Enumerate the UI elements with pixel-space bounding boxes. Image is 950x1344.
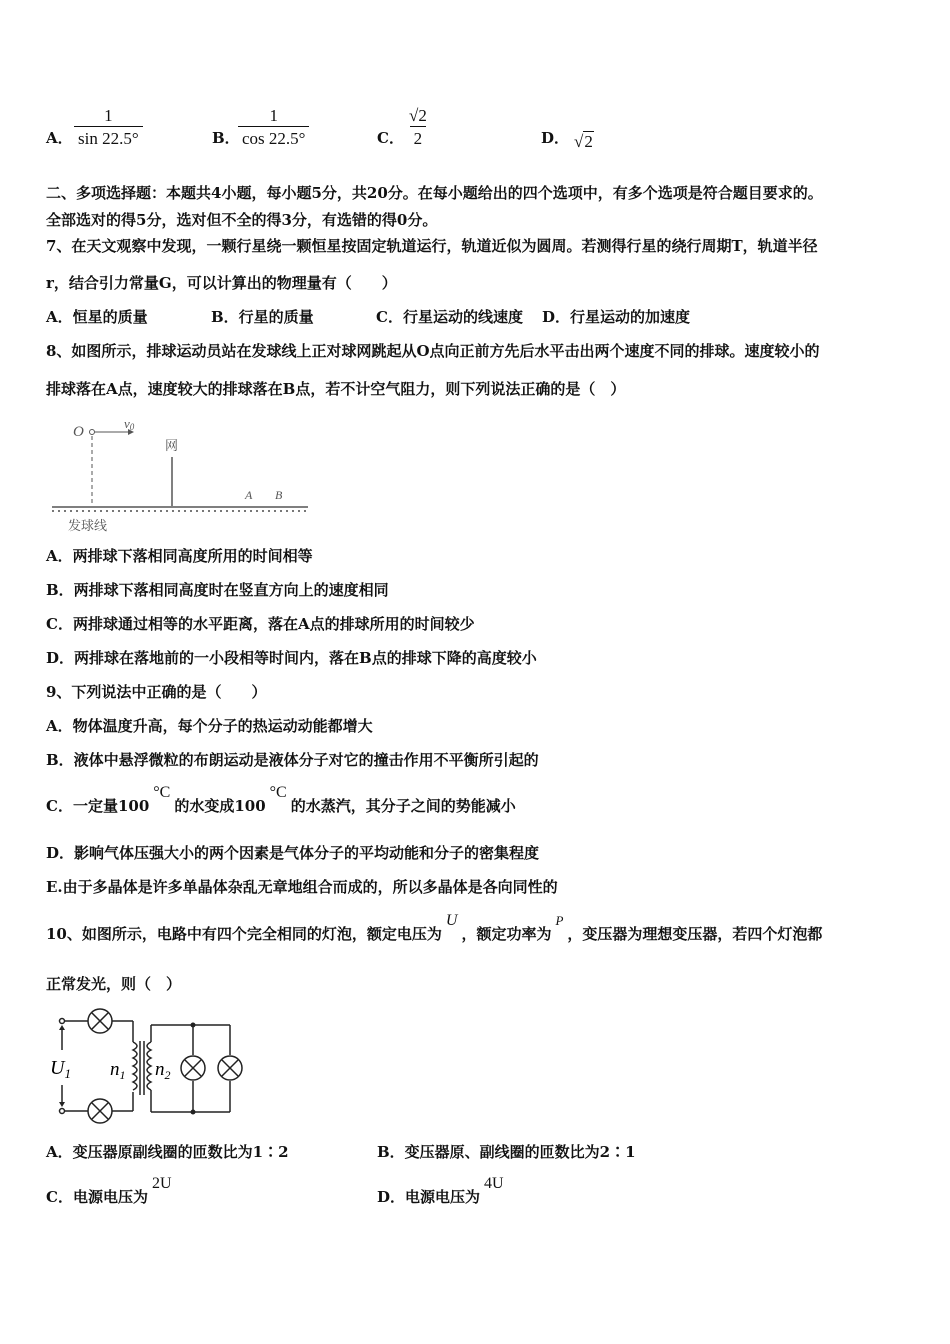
q9-option-a: A．物体温度升高，每个分子的热运动动能都增大 (46, 717, 373, 735)
q8-option-a: A．两排球下落相同高度所用的时间相等 (46, 547, 313, 565)
denominator: cos 22.5° (238, 126, 309, 149)
v0-label: v0 (124, 416, 135, 432)
radical-sign: √ (574, 132, 584, 151)
q8-option-c: C．两排球通过相等的水平距离，落在A点的排球所用的时间较少 (46, 615, 475, 633)
q10-stem-line1 (46, 912, 823, 945)
lamp-icon (88, 1009, 112, 1033)
text: C．一定量100 (46, 797, 150, 815)
n2-label: $n_2$ (155, 1059, 171, 1082)
q9-option-b: B．液体中悬浮微粒的布朗运动是液体分子对它的撞击作用不平衡所引起的 (46, 751, 539, 769)
voltage-value: 4U (484, 1175, 504, 1192)
voltage-value: 2U (151, 1175, 172, 1192)
q7-option-a: A．恒星的质量 (46, 308, 148, 326)
numerator: 1 (269, 106, 278, 125)
section2-instructions-line1: 二、多项选择题：本题共4小题，每小题5分，共20分。在每小题给出的四个选项中，有多个选项是符合题目要求的。 (46, 184, 823, 202)
radicand: 2 (584, 132, 593, 151)
q7-option-c: C．行星运动的线速度 (376, 308, 523, 326)
q9-stem: 9、下列说法中正确的是（ ） (46, 683, 267, 701)
q10-option-d (377, 1175, 508, 1208)
q6-option-b-label: B． (212, 129, 240, 147)
lamp-icon (88, 1099, 112, 1123)
denominator: sin 22.5° (74, 126, 143, 149)
q9-option-c (46, 784, 516, 817)
q8-option-b: B．两排球下落相同高度时在竖直方向上的速度相同 (46, 581, 389, 599)
text: C．电源电压为 (46, 1188, 148, 1206)
secondary-coil (147, 1042, 151, 1090)
point-b-label: B (275, 488, 283, 502)
power-symbol: P (555, 913, 564, 928)
primary-coil (133, 1042, 137, 1090)
q6-option-c-fraction (405, 106, 431, 149)
degree-celsius: °C (269, 784, 287, 801)
q6-option-a-label: A． (46, 129, 73, 147)
q7-option-d: D．行星运动的加速度 (542, 308, 691, 326)
text: ，额定功率为 (461, 925, 552, 943)
denominator: 2 (410, 126, 427, 149)
q10-option-a: A．变压器原副线圈的匝数比为1∶2 (46, 1143, 289, 1161)
degree-celsius: °C (153, 784, 171, 801)
terminal-top (60, 1019, 65, 1024)
point-o-marker (90, 430, 95, 435)
q6-option-d-sqrt (574, 132, 594, 152)
voltage-symbol: U (445, 912, 458, 929)
text: ，变压器为理想变压器，若四个灯泡都 (567, 925, 823, 943)
u1-label: $U_1$ (50, 1057, 71, 1081)
transformer-circuit-figure (40, 1005, 260, 1130)
q8-stem-line1: 8、如图所示，排球运动员站在发球线上正对球网跳起从O点向正前方先后水平击出两个速度不同的排球。速度较小的 (46, 342, 820, 360)
section2-instructions-line2: 全部选对的得5分，选对但不全的得3分，有选错的得0分。 (46, 211, 438, 229)
q7-stem-line1: 7、在天文观察中发现，一颗行星绕一颗恒星按固定轨道运行，轨道近似为圆周。若测得行星的绕行周期T，轨道半径 (46, 237, 818, 255)
text: 的水蒸汽，其分子之间的势能减小 (290, 797, 516, 815)
q9-option-e: E.由于多晶体是许多单晶体杂乱无章地组合而成的，所以多晶体是各向同性的 (46, 878, 558, 896)
text: 10、如图所示，电路中有四个完全相同的灯泡，额定电压为 (46, 925, 442, 943)
q8-option-d: D．两排球在落地前的一小段相等时间内，落在B点的排球下降的高度较小 (46, 649, 537, 667)
q9-option-d: D．影响气体压强大小的两个因素是气体分子的平均动能和分子的密集程度 (46, 844, 540, 862)
q10-stem-line2: 正常发光，则（ ） (46, 975, 182, 993)
text: D．电源电压为 (377, 1188, 481, 1206)
q10-option-c (46, 1175, 176, 1208)
volleyball-figure (40, 410, 320, 540)
lamp-icon (181, 1056, 205, 1080)
terminal-bottom (60, 1109, 65, 1114)
text: 的水变成100 (174, 797, 266, 815)
q7-option-b: B．行星的质量 (211, 308, 314, 326)
q6-option-c-label: C． (377, 129, 404, 147)
numerator: √2 (409, 106, 427, 125)
q10-option-b: B．变压器原、副线圈的匝数比为2∶1 (377, 1143, 636, 1161)
q6-option-d-label: D． (541, 129, 570, 147)
lamp-icon (218, 1056, 242, 1080)
q7-stem-line2: r，结合引力常量G，可以计算出的物理量有（ ） (46, 274, 397, 292)
q6-option-b-fraction (238, 106, 309, 149)
net-label: 网 (165, 438, 179, 453)
point-a-label: A (245, 488, 253, 502)
q8-stem-line2: 排球落在A点，速度较大的排球落在B点，若不计空气阻力，则下列说法正确的是（ ） (46, 380, 626, 398)
point-o-label: O (73, 424, 84, 440)
q6-option-a-fraction (74, 106, 143, 149)
n1-label: $n_1$ (110, 1059, 126, 1082)
serve-line-label: 发球线 (68, 518, 108, 533)
numerator: 1 (104, 106, 113, 125)
